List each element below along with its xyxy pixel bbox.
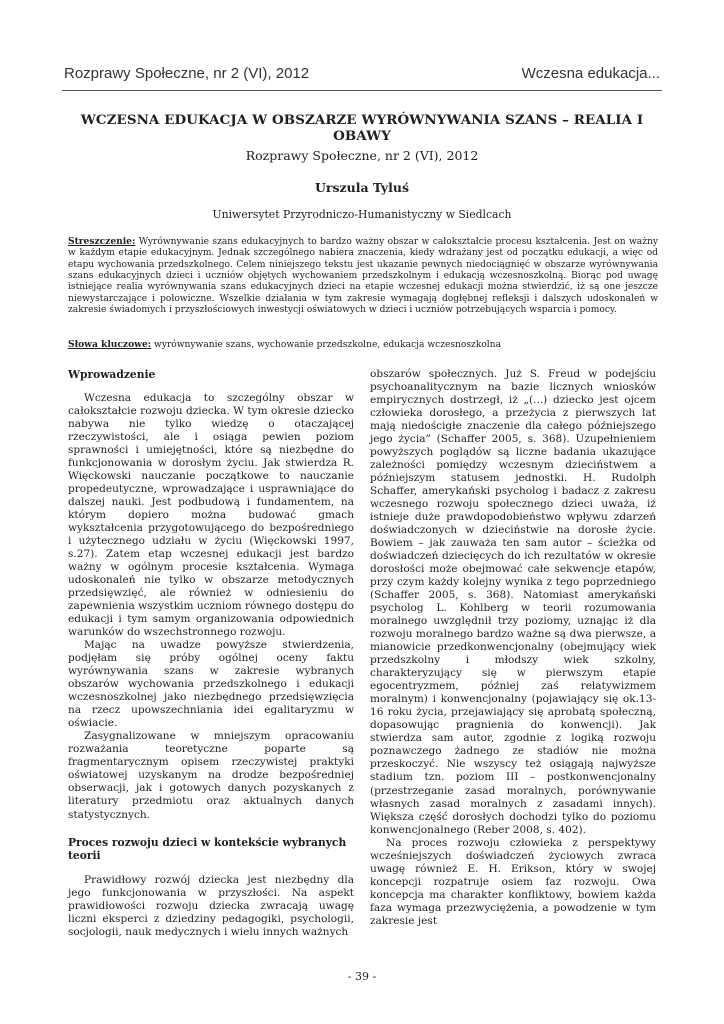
page-number: - 39 - [347, 970, 377, 983]
journal-name: Rozprawy Społeczne, nr 2 (VI), 2012 [64, 65, 310, 82]
keywords-text: wyrównywanie szans, wychowanie przedszkolne, edukacja wczesnoszkolna [154, 340, 501, 350]
article-title: WCZESNA EDUKACJA W OBSZARZE WYRÓWNYWANIA SZANS – REALIA I OBAWY [80, 112, 644, 144]
running-header [62, 62, 662, 91]
paragraph: Prawidłowy rozwój dziecka jest niezbędny dla jego funkcjonowania w przyszłości. Na aspekt prawidłowości rozwoju dziecka zwracają uwagę liczni eksperci z dziedziny pedagogiki, psychologii, socjologii, nauk medycznych i wielu innych ważnych [68, 873, 354, 938]
section-name: Wczesna edukacja... [521, 65, 660, 82]
keywords-label: Słowa kluczowe: [68, 339, 152, 350]
paragraph: Mając na uwadze powyższe stwierdzenia, podjęłam się próby ogólnej oceny faktu wyrównywania szans w zakresie wybranych obszarów wychowania przedszkolnego i edukacji wczesnoszkolnej jako niezbędnego przedsięwzięcia na rzecz upowszechniania idei egalitaryzmu w oświacie. [68, 639, 354, 730]
right-column [370, 368, 656, 928]
abstract [68, 236, 658, 316]
paragraph: Wczesna edukacja to szczególny obszar w całokształcie rozwoju dziecka. W tym okresie dziecko nabywa nie tylko wiedzę o otaczającej rzeczywistości, ale i osiąga pewien poziom sprawności i umiejętności, które są niezbędne do funkcjonowania w dorosłym życiu. Jak stwierdza R. Więckowski nauczanie początkowe to nauczanie propedeutyczne, wprowadzające i usprawniające do dalszej nauki. Jest podbudową i fundamentem, na którym dopiero można budować gmach wykształcenia przygotowującego do bezpośredniego i użytecznego udziału w życiu (Więckowski 1997, s.27). Zatem etap wczesnej edukacji jest bardzo ważny w ogólnym procesie kształcenia. Wymaga udoskonaleń nie tylko w obszarze metodycznych przedsięwzięć, ale również w odniesieniu do zapewnienia wszystkim uczniom równego dostępu do edukacji i tym samym organizowania odpowiednich warunków do wszechstronnego rozwoju. [68, 392, 354, 639]
article-author: Urszula Tyluś [315, 180, 409, 195]
article-subtitle: Rozprawy Społeczne, nr 2 (VI), 2012 [245, 148, 479, 163]
paragraph: Zasygnalizowane w mniejszym opracowaniu rozważania teoretyczne poparte są fragmentarycznym opisem rzeczywistej praktyki oświatowej uzyskanym na drodze bezpośredniej obserwacji, jak i gotowych danych pozyskanych z literatury przedmiotu oraz aktualnych danych statystycznych. [68, 730, 354, 821]
section-heading-development: Proces rozwoju dzieci w kontekście wybranych teorii [68, 835, 347, 862]
keywords [68, 339, 658, 351]
author-affiliation: Uniwersytet Przyrodniczo-Humanistyczny w Siedlcach [212, 208, 512, 221]
abstract-label: Streszczenie: [68, 236, 136, 247]
paragraph: Na proces rozwoju człowieka z perspektywy wcześniejszych doświadczeń życiowych zwraca uwagę również E. H. Erikson, który w swojej koncepcji rozpatruje osiem faz rozwoju. Owa koncepcja ma charakter konfliktowy, bowiem każda faza wymaga przezwyciężenia, a powodzenie w tym zakresie jest [370, 836, 656, 927]
section-heading-introduction: Wprowadzenie [68, 368, 156, 381]
paragraph: obszarów społecznych. Już S. Freud w podejściu psychoanalitycznym na bazie licznych wniosków empirycznych dostrzegł, iż „(...) dziecko jest ojcem człowieka dorosłego, a przeżycia z pierwszych lat mają niedościgłe znaczenie dla całego późniejszego jego życia” (Schaffer 2005, s. 368). Uzupełnieniem powyższych poglądów są liczne badania ukazujące zależności pomiędzy wczesnym dzieciństwem a późniejszym statusem jednostki. H. Rudolph Schaffer, amerykański psycholog i badacz z zakresu wczesnego rozwoju społecznego dzieci uważa, iż istnieje duże prawdopodobieństwo wpływu zdarzeń doświadczonych w dzieciństwie na dorosłe życie. Bowiem – jak zauważa ten sam autor – ścieżka od doświadczeń dziecięcych do ich rezultatów w okresie dorosłości może obejmować całe sekwencje etapów, przy czym każdy kolejny wynika z tego poprzedniego (Schaffer 2005, s. 368). Natomiast amerykański psycholog L. Kohlberg w teorii rozumowania moralnego uwzględnił trzy poziomy, uznając iż dla rozwoju moralnego bardzo ważne są dwa pierwsze, a mianowicie przedkonwencjonalny (obejmujący wiek przedszkolny i młodszy wiek szkolny, charakteryzujący się w pierwszym etapie egocentryzmem, później zaś relatywizmem moralnym) i konwencjonalny (pojawiający się ok.13-16 roku życia, przejawiający się aprobatą społeczną, dopasowując pragnienia do konwencji). Jak stwierdza sam autor, zgodnie z logiką rozwoju poznawczego żadnego ze stadiów nie można przeskoczyć. Nie wszyscy też osiągają najwyższe stadium tzn. poziom III – postkonwencjonalny (przestrzeganie zasad moralnych, porównywanie własnych zasad moralnych z zasadami innych). Większa część dorosłych dochodzi tylko do poziomu konwencjonalnego (Reber 2008, s. 402). [370, 368, 656, 836]
left-column [68, 368, 354, 939]
abstract-text: Wyrównywanie szans edukacyjnych to bardzo ważny obszar w całokształcie procesu kształcenia. Jest on ważny w każdym etapie edukacyjnym. Jednak szczególnego nabiera znaczenia, kiedy wdrażany jest od początku edukacji, a więc od etapu wychowania przedszkolnego. Celem niniejszego tekstu jest ukazanie pewnych niedociągnięć w obszarze wyrównywania szans edukacyjnych dzieci i uczniów objętych wychowaniem przedszkolnym i edukacją wczesnoszkolną. Biorąc pod uwagę istniejące realia wyrównywania szans edukacyjnych dzieci na etapie wczesnej edukacji można stwierdzić, iż są one jeszcze niewystarczające i połowiczne. Wszelkie działania w tym zakresie wymagają dogłębnej refleksji i dalszych udoskonaleń w zakresie świadomych i przyszłościowych inwestycji oświatowych w dzieci i uczniów potrzebujących wsparcia i pomocy. [68, 237, 658, 316]
